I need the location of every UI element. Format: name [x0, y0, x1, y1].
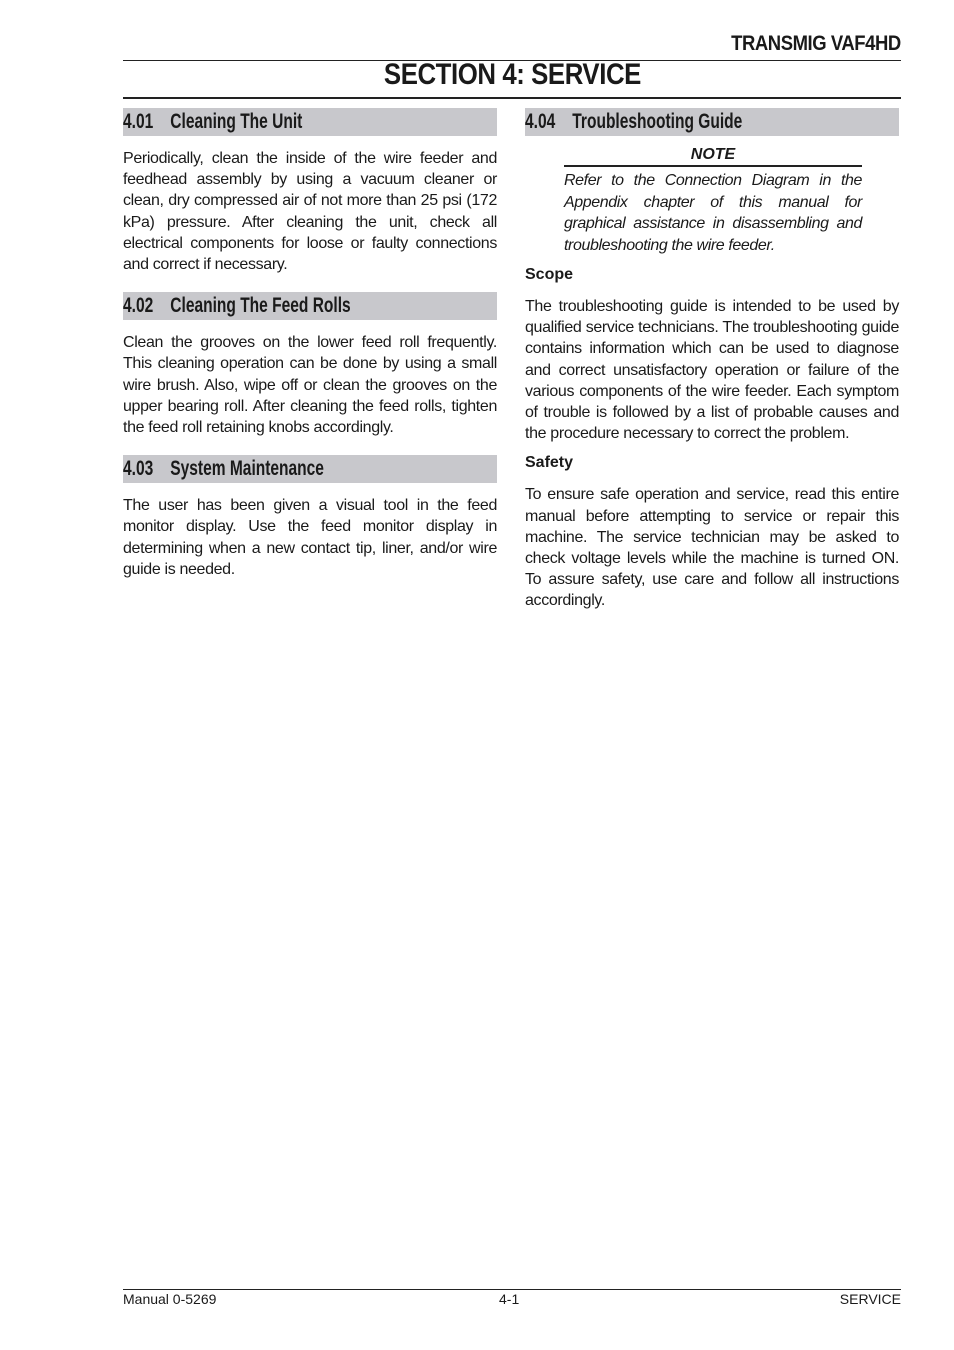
- note-text: Refer to the Connection Diagram in the Appendix chapter of this manual for graphical assistance in disassembling and troubleshooting the wire feeder.: [564, 172, 862, 254]
- heading-number: 4.03: [123, 457, 154, 481]
- left-column: [123, 108, 497, 580]
- heading-4-02: [123, 292, 497, 320]
- footer-manual-number: Manual 0-5269: [123, 1291, 217, 1307]
- section-title: [123, 58, 901, 92]
- product-name: TRANSMIG VAF4HD: [731, 32, 901, 55]
- paragraph-4-01: Periodically, clean the inside of the wire feeder and feedhead assembly by using a vacuum cleaner or clean, dry compressed air of not more than 25 psi (172 kPa) pressure. After cleaning the unit, check all electrical components for loose or faulty connections and correct if necessary.: [123, 150, 497, 274]
- heading-title: Cleaning The Unit: [169, 110, 302, 133]
- scope-paragraph: The troubleshooting guide is intended to be used by qualified service technicians. The troubleshooting guide contains information which can be used to diagnose and correct unsatisfactory operation or failure of the various components of the wire feeder. Each symptom of trouble is followed by a list of probable causes and the procedure necessary to correct the problem.: [525, 298, 899, 443]
- safety-heading: Safety: [525, 454, 574, 472]
- footer-page-number: 4-1: [499, 1291, 520, 1307]
- heading-title: Cleaning The Feed Rolls: [169, 294, 351, 318]
- heading-4-01: [123, 108, 497, 136]
- note-box: [564, 146, 862, 256]
- footer-rule: [123, 1289, 901, 1290]
- note-label: NOTE: [564, 146, 862, 167]
- heading-title: System Maintenance: [169, 457, 324, 481]
- paragraph-4-03: The user has been given a visual tool in the feed monitor display. Use the feed monitor display in determining when a new contact tip, liner, and/or wire guide is needed.: [123, 497, 497, 578]
- paragraph-4-02: Clean the grooves on the lower feed roll frequently. This cleaning operation can be done by using a small wire brush. Also, wipe off or clean the grooves on the upper bearing roll. After cleaning the feed rolls, tighten the feed roll retaining knobs accordingly.: [123, 334, 497, 437]
- safety-paragraph: To ensure safe operation and service, read this entire manual before attempting to service or repair this machine. The service technician may be asked to check voltage levels while the machine is turned ON. To assure safety, use care and follow all instructions accordingly.: [525, 486, 899, 610]
- heading-number: 4.04: [525, 110, 556, 133]
- heading-4-03: [123, 455, 497, 483]
- heading-number: 4.01: [123, 110, 154, 133]
- footer-section-name: SERVICE: [839, 1291, 901, 1307]
- scope-heading: Scope: [525, 266, 574, 283]
- heading-number: 4.02: [123, 294, 154, 318]
- section-title-text: SECTION 4: SERVICE: [383, 58, 641, 91]
- heading-title: Troubleshooting Guide: [571, 110, 742, 133]
- heading-4-04: [525, 108, 899, 136]
- section-title-rule: [123, 97, 901, 99]
- right-column: [525, 108, 899, 612]
